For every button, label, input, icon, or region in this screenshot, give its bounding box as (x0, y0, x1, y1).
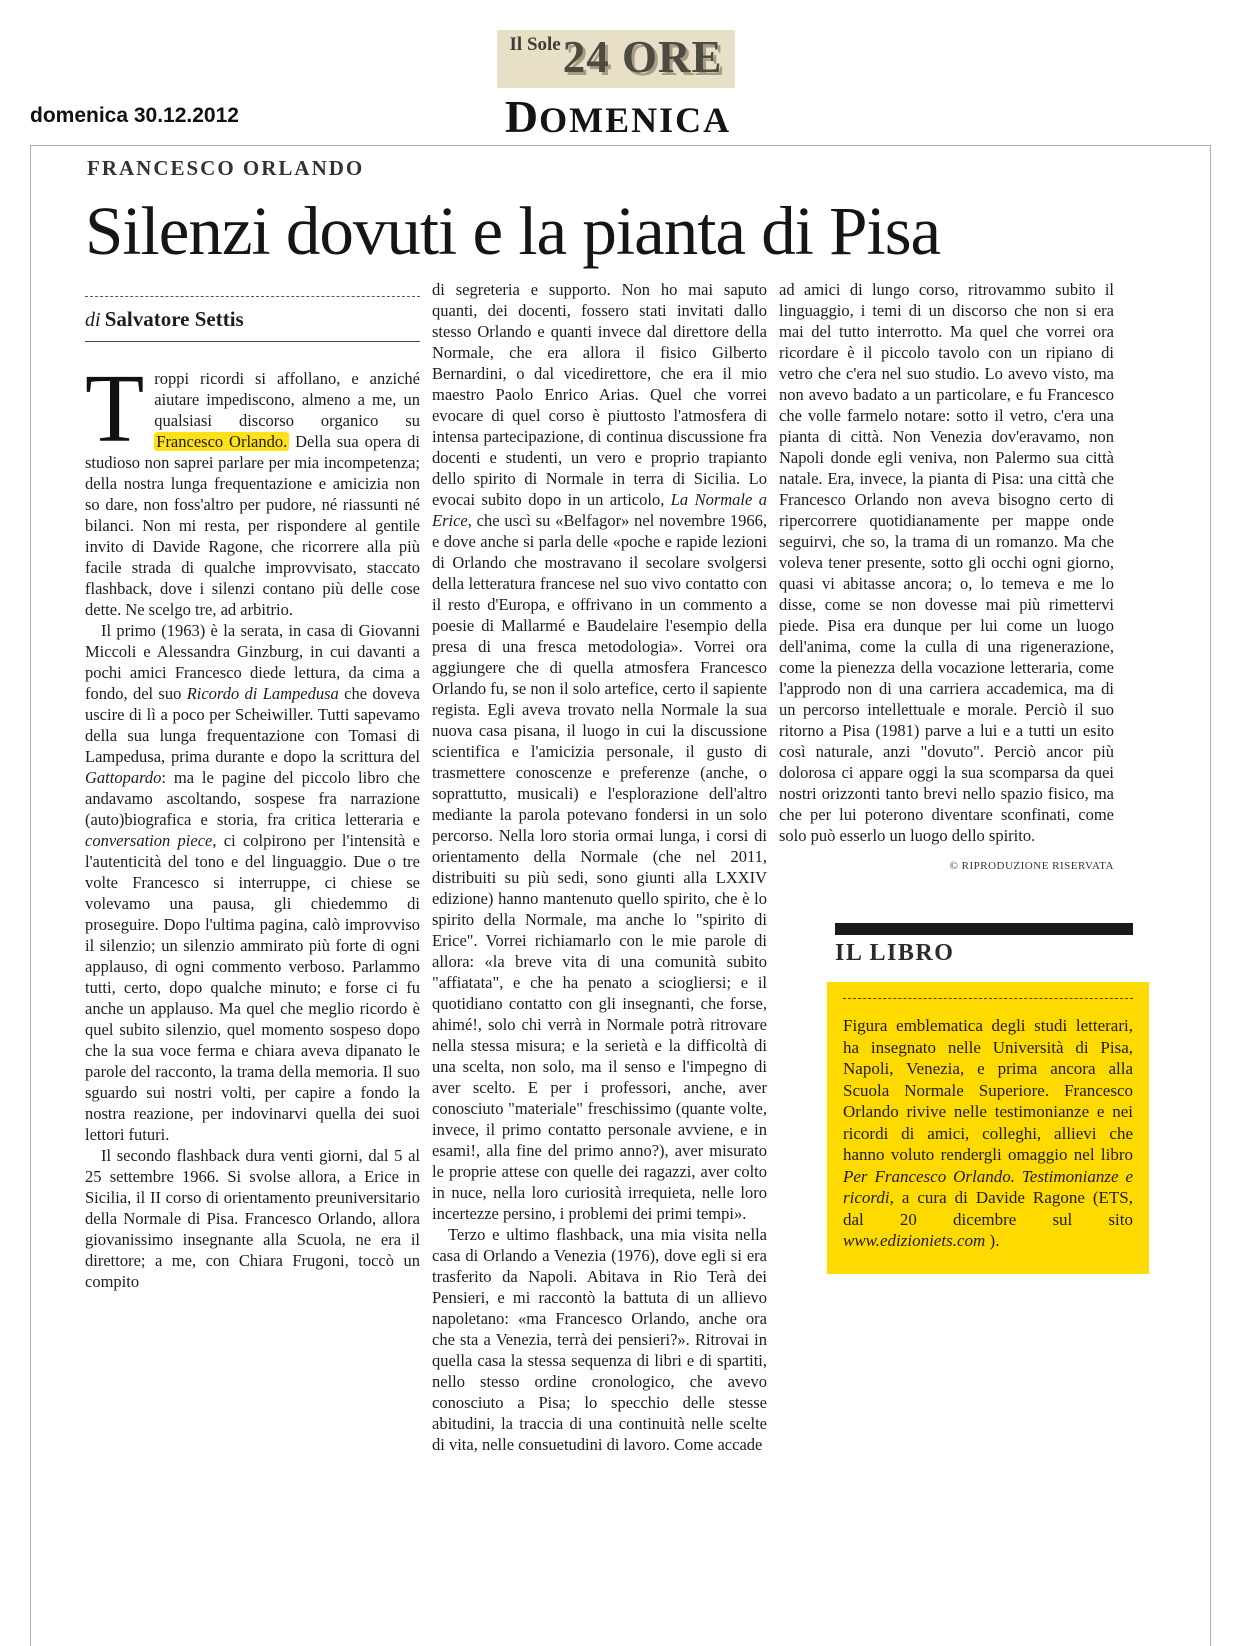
headline: Silenzi dovuti e la pianta di Pisa (85, 193, 941, 269)
book-box-section (779, 923, 1133, 1274)
domenica-rest: OMENICA (539, 100, 732, 140)
byline (85, 296, 420, 342)
column-2-text (432, 279, 767, 1455)
italic-text: conversation piece (85, 831, 213, 851)
italic-text: Per Francesco Orlando. Testimonianze e ricordi, (843, 1166, 1133, 1208)
article-paragraph: Il primo (1963) è la serata, in casa di Giovanni Miccoli e Alessandra Ginzburg, in cui davanti a pochi amici Francesco diede lettura, da cima a fondo, del suo Ricordo di Lampedusa che doveva uscire di lì a poco per Scheiwiller. Tutti sapevamo della sua lunga frequentazione con Tomasi di Lampedusa, prima durante e dopo la scrittura del Gattopardo: ma le pagine del piccolo libro che andavamo ascoltando, sospese fra narrazione (auto)biografica e storia, fra critica letteraria e conversation piece, ci colpirono per l'intensità e l'autenticità del tono e del linguaggio. Due o tre volte Francesco si interruppe, ci chiese se volevamo una pausa, gli chiedemmo di proseguire. Dopo l'ultima pagina, calò improvviso il silenzio; un silenzio ammirato più forte di ogni applauso, di ogni commento verboso. Parlammo tutti, certo, dopo qualche minuto; e forse ci fu anche un applauso. Ma quel che meglio ricordo è quel subito silenzio, quel momento sospeso dopo che la sua voce ferma e chiara aveva dipanato le parole del racconto, la trama della memoria. Il suo sguardo sui nostri volti, per capire a fondo la nostra reazione, per indovinarvi quella dei suoi lettori futuri. (85, 621, 421, 1145)
drop-cap: T (85, 355, 145, 463)
byline-author: Salvatore Settis (104, 307, 244, 332)
article-paragraph: Terzo e ultimo flashback, una mia visita nella casa di Orlando a Venezia (1976), dove egli si era trasferito da Napoli. Abitava in Rio Terà dei Pensieri, e mi raccontò la battuta di un allievo napoletano: «ma Francesco Orlando, anche ora che sta a Venezia, terrà dei pensieri?». Ritrovai in quella casa la stessa sequenza di libri e di spartiti, nello stesso ordine cronologico, che avevo conosciuto a Pisa; lo specchio delle stesse abitudini, la traccia di una continuità nelle scelte di vita, nelle consuetudini di lavoro. Come accade (432, 1225, 767, 1455)
article-frame (30, 145, 1211, 1646)
column-1-text (85, 355, 421, 1292)
copyright-notice: © RIPRODUZIONE RISERVATA (949, 860, 1114, 873)
column-1 (85, 279, 420, 1455)
issue-date: domenica 30.12.2012 (30, 104, 239, 127)
italic-text: La Normale a Erice (432, 490, 767, 531)
kicker: FRANCESCO ORLANDO (87, 156, 365, 180)
domenica-wordmark (468, 90, 768, 143)
article-columns (85, 279, 1133, 1455)
domenica-initial: D (504, 91, 540, 142)
byline-prefix: di (85, 309, 101, 332)
article-paragraph: di segreteria e supporto. Non ho mai saputo quanti, dei docenti, fossero stati invitati dallo stesso Orlando e quanti invece dal direttore della Normale, che era allora il fisico Gilberto Bernardini, o dal vicedirettore, che era il mio maestro Paolo Enrico Arias. Quel che vorrei evocare di quel corso è piuttosto l'atmosfera di intensa partecipazione, di continua discussione fra docenti e studenti, un vero e proprio trapianto dello spirito di Normale in terra di Sicilia. Lo evocai subito dopo in un articolo, La Normale a Erice, che uscì su «Belfagor» nel novembre 1966, e dove anche si parla delle «poche e rapide lezioni di Orlando che mostravano il secolare svolgersi della letteratura francese nel suo vivo contatto con il resto d'Europa, e offrivano in un commento a poesie di Mallarmé e Baudelaire l'esempio della presa di una fresca metodologia». Vorrei ora aggiungere che di quella atmosfera Francesco Orlando fu, se non il solo artefice, certo il sapiente regista. Egli aveva trovato nella Normale la sua nuova casa pisana, il luogo in cui la discussione scientifica e l'amicizia personale, il gusto di trasmettere conoscenze e preferenze (anche, o soprattutto, musicali) e l'esplorazione dell'altro mediante la parola potevano fondersi in un solo percorso. Nella loro storia ormai lunga, i corsi di orientamento della Normale (che nel 2011, distribuiti su più sedi, sono giunti alla LXXIV edizione) hanno mantenuto quello spirito, che è lo spirito della Normale, ma anche lo "spirito di Erice". Vorrei richiamarlo con le mie parole di allora: «la breve vita di una comunità subito "affiatata", e che ha penato a sciogliersi; e il quotidiano contatto con gli insegnanti, che forse, ahimé!, solo chi verrà in Normale potrà ritrovare nella stessa misura; e la serietà e la difficoltà di una scelta, non solo, ma il senso e l'impegno di aver scelto. E per i professori, anche, aver conosciuto "materiale" freschissimo (quante volte, invece, il primo contatto personale avviene, e in esami!, alla fine del primo anno?), aver misurato le proprie attese con quelle dei ragazzi, aver colto in nuce, nella loro curiosità irrequieta, nelle loro incertezze persino, i problemi dei primi tempi». (432, 280, 767, 1224)
book-box-dashed-rule (843, 998, 1133, 999)
book-box (827, 982, 1149, 1274)
italic-text: www.edizioniets.com (843, 1231, 986, 1251)
article-paragraph: Troppi ricordi si affollano, e anziché aiutare impediscono, almeno a me, un qualsiasi discorso organico su Francesco Orlando. Della sua opera di studioso non saprei parlare per mia incompetenza; della nostra lunga frequentazione e amicizia non so dare, non foss'altro per pudore, né riassunti né bilanci. Non mi resta, per rispondere al gentile invito di Davide Ragone, che ricorrere alla più facile strada di qualche improvvisato, staccato flashback, dove i silenzi contano più delle cose dette. Ne scelgo tre, ad arbitrio. (85, 355, 420, 620)
column-2 (432, 279, 767, 1455)
section-black-bar (835, 923, 1133, 935)
article-paragraph: Il secondo flashback dura venti giorni, dal 5 al 25 settembre 1966. Si svolse allora, a Erice in Sicilia, il II corso di orientamento preuniversitario della Normale di Pisa. Francesco Orlando, allora giovanissimo insegnante alla Scuola, ne era il direttore; a me, con Chiara Frugoni, toccò un compito (85, 1146, 420, 1292)
article-paragraph: Figura emblematica degli studi letterari, ha insegnato nelle Università di Pisa, Napoli, Venezia, e prima ancora alla Scuola Normale Superiore. Francesco Orlando rivive nelle testimonianze e nei ricordi di amici, colleghi, allievi che hanno voluto rendergli omaggio nel libro Per Francesco Orlando. Testimonianze e ricordi, a cura di Davide Ragone (ETS, dal 20 dicembre sul sito www.edizioniets.com ). (843, 1016, 1133, 1251)
highlight-text: Francesco Orlando. (156, 432, 288, 452)
book-box-text (843, 1015, 1133, 1252)
ilsole24ore-logo (497, 30, 735, 88)
book-box-heading: IL LIBRO (835, 940, 955, 967)
italic-text: Gattopardo (85, 768, 162, 788)
logo-24-ore-text: 24 ORE (562, 32, 723, 82)
italic-text: Ricordo di Lampedusa (186, 684, 339, 704)
column-3 (779, 279, 1133, 1455)
article-paragraph: ad amici di lungo corso, ritrovammo subito il linguaggio, i temi di un discorso che non si era mai del tutto interrotto. Ma quel che vorrei ora ricordare è il piccolo tavolo con un ripiano di vetro che c'era nel suo studio. Lo avevo visto, ma non avevo badato a un particolare, e fu Francesco che volle farmelo notare: sotto il vetro, c'era una pianta di città. Non Venezia dov'eravamo, non Napoli donde egli veniva, non Palermo sua città natale. Era, invece, la pianta di Pisa: una città che Francesco Orlando non aveva bisogno certo di ripercorrere quotidianamente per mappe onde seguirvi, che so, la trama di un romanzo. Ma che voleva tener presente, sotto gli occhi ogni giorno, quasi vi abitasse ancora; o, lo temeva e me lo disse, come se non dovesse mai più rimettervi piede. Pisa era dunque per lui come un luogo dell'anima, come la culla di una rigenerazione, come la pienezza della vocazione letteraria, come l'approdo non di una carriera accademica, ma di un percorso intellettuale e morale. Perciò il suo ritorno a Pisa (1981) parve a lui e a tutti un esito così naturale, anzi "dovuto". Perciò ancor più dolorosa ci appare oggi la sua scomparsa da quei nostri orizzonti tanto brevi nello spazio fisico, ma che per lui poterono diventare sconfinati, come solo può esserlo un luogo dello spirito. (779, 280, 1114, 846)
logo-il-sole-text: Il Sole (509, 34, 561, 55)
column-3-text (779, 279, 1114, 846)
